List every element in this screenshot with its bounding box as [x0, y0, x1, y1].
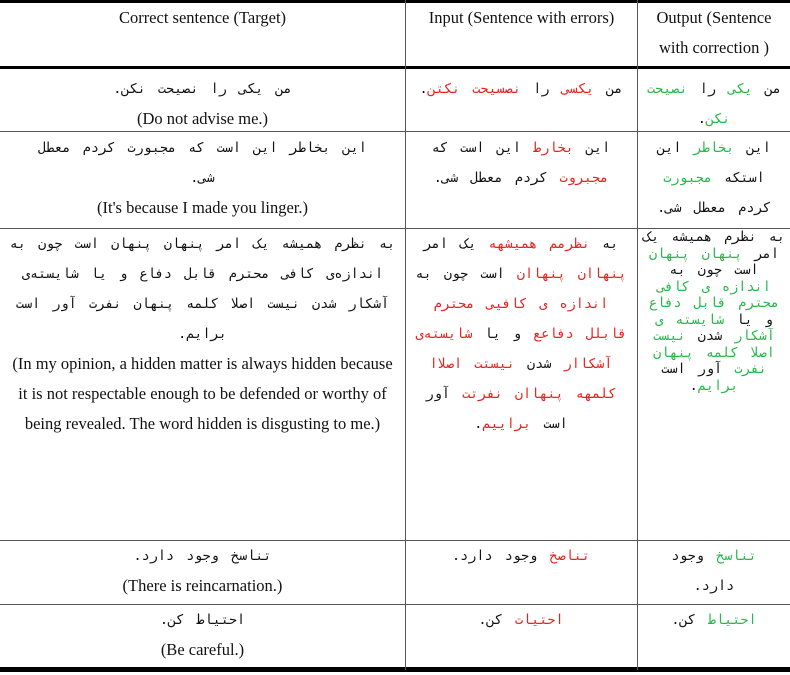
text-segment: یک امر [423, 236, 489, 252]
input-cell [412, 605, 630, 635]
target-persian: این بخاطر این است که مجبورت کردم معطل شی. [38, 140, 367, 186]
text-segment: شدن [514, 356, 564, 372]
text-segment: این است که [431, 140, 534, 156]
error-segment: نیستت اصلاا کلمهه پنهاان نفرتت [429, 356, 617, 402]
output-sentence [645, 133, 783, 223]
text-segment: است چون به [415, 266, 517, 282]
text-segment: . [474, 416, 483, 432]
text-segment: کن. [478, 612, 515, 628]
target-persian: به نظرم همیشه یک امر پنهان پنهان است چون به اندازه‌ی کافی محترم قابل دفاع و یا شایسته‌ی آشکار شدن نیست اصلا کلمه پنهان نفرت آور است برایم. [9, 236, 396, 342]
column-divider [637, 0, 638, 670]
text-segment: آور است [425, 386, 568, 432]
correction-segment: پنهان پنهان [649, 245, 743, 262]
error-segment: نصسیحت نکتن [427, 81, 522, 97]
output-cell [641, 229, 787, 394]
correction-segment: مجبورت [663, 170, 712, 186]
text-segment: وجود دارد. [451, 548, 550, 564]
header-target: Correct sentence (Target) [118, 8, 287, 27]
error-segment: تناصخ [549, 548, 591, 564]
text-segment: آور است [661, 361, 735, 377]
input-sentence [412, 541, 630, 571]
text-segment: این استکه [657, 140, 765, 186]
correction-segment: احتیاط [707, 612, 757, 628]
correction-segment: نصیحت نکن [647, 81, 731, 127]
text-segment: به [590, 236, 619, 252]
text-segment: را [521, 81, 562, 97]
error-segment: یکسی [561, 81, 595, 97]
text-segment: کردم معطل شی. [433, 170, 560, 186]
correction-segment: اندازه ی کافی محترم قابل دفاع [649, 278, 779, 311]
target-persian: من یکی را نصیحت نکن. [113, 81, 292, 97]
header-input: Input (Sentence with errors) [428, 8, 615, 27]
text-segment: من [594, 81, 623, 97]
target-cell [6, 74, 399, 134]
header-output: Output (Sentence with correction ) [656, 8, 772, 57]
column-divider [405, 0, 406, 670]
output-cell [645, 541, 783, 601]
target-english: (Be careful.) [160, 640, 245, 659]
correction-segment: شایسته ی آشکار [655, 311, 775, 344]
text-segment: و یا [724, 311, 773, 328]
text-segment: این [573, 140, 611, 156]
text-segment: به نظرم همیشه یک امر [642, 229, 786, 262]
input-sentence [412, 605, 630, 635]
text-segment: وجود دارد. [671, 548, 735, 594]
text-segment: . [419, 81, 428, 97]
target-cell [6, 133, 399, 223]
error-segment: پنهاان پنهاان [516, 266, 627, 282]
text-segment: . [697, 111, 706, 127]
target-persian: احتیاط کن. [159, 612, 246, 628]
input-cell [412, 133, 630, 193]
target-persian: تناسخ وجود دارد. [133, 548, 272, 564]
target-english: (Do not advise me.) [136, 109, 269, 128]
correction-segment: بخاطر [693, 140, 735, 156]
input-sentence [410, 229, 632, 439]
target-cell [6, 229, 399, 439]
error-segment: نظرمم همیشهه [488, 236, 591, 252]
output-cell [641, 74, 787, 134]
text-segment: شدن [685, 328, 735, 344]
target-english: (In my opinion, a hidden matter is always hidden because it is not respectable enough to be defended or worthy of being revealed. The word hidden is disgusting to me.) [12, 354, 393, 433]
text-segment: کن. [671, 612, 708, 628]
input-cell [412, 541, 630, 571]
text-segment: کردم معطل شی. [657, 200, 771, 216]
target-cell [6, 541, 399, 601]
output-sentence [645, 541, 783, 601]
correction-segment: تناسخ [716, 548, 757, 564]
error-segment: براییم [482, 416, 532, 432]
output-cell [645, 605, 783, 635]
target-english: (It's because I made you linger.) [97, 198, 308, 217]
target-cell [6, 605, 399, 665]
error-segment: مجبروت [559, 170, 609, 186]
correction-segment: برایم [697, 377, 739, 394]
text-segment: این [734, 140, 771, 156]
target-english: (There is reincarnation.) [122, 576, 283, 595]
correction-segment: یکی [728, 81, 753, 97]
error-segment: بخارط [533, 140, 574, 156]
input-sentence [412, 133, 630, 193]
input-sentence [412, 74, 630, 104]
correction-segment: نیست اصلا کلمه پنهان نفرت [653, 328, 775, 377]
text-segment: را [687, 81, 729, 97]
error-segment: شایسته‌ی آشکاار [415, 326, 613, 372]
input-cell [412, 74, 630, 104]
input-cell [410, 229, 632, 439]
error-segment: احتیات [514, 612, 564, 628]
text-segment: . [689, 377, 698, 394]
text-segment: و یا [472, 326, 534, 342]
text-segment: است چون به [669, 262, 759, 278]
error-segment: اندازه ی کافیی محترم قابلل دفاعع [433, 296, 627, 342]
output-cell [645, 133, 783, 223]
output-sentence [641, 74, 787, 134]
header-rule [0, 66, 790, 69]
output-sentence [645, 605, 783, 635]
bottom-rule [0, 667, 790, 672]
output-sentence [641, 229, 787, 394]
text-segment: من [752, 81, 781, 97]
